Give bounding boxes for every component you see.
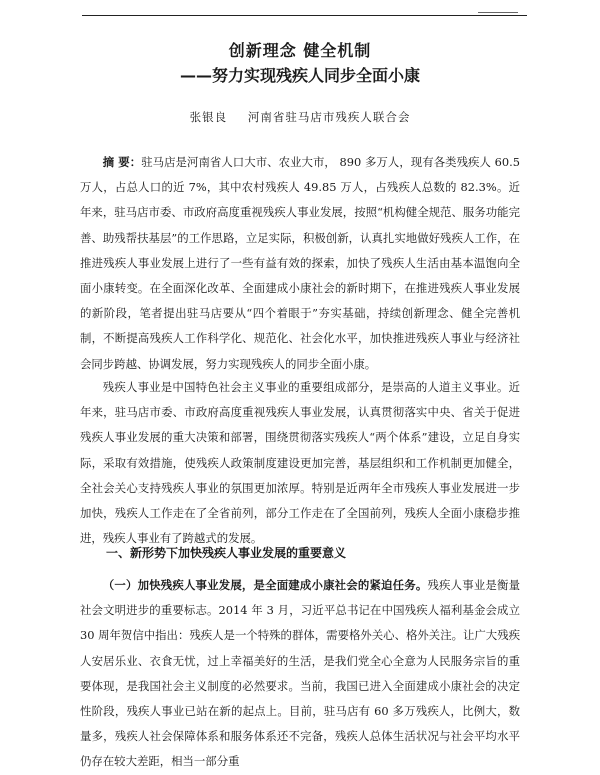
abstract-label: 摘 要： <box>102 155 142 169</box>
section-paragraph <box>80 573 520 775</box>
header-rule <box>82 15 527 16</box>
intro-paragraph: 残疾人事业是中国特色社会主义事业的重要组成部分，是崇高的人道主义事业。近年来，驻马店市委、市政府高度重视残疾人事业发展，认真贯彻落实中央、省关于促进残疾人事业发展的重大决策和部署，围绕贯彻落实残疾人“两个体系”建设，立足自身实际，采取有效措施，使残疾人政策制度建设更加完善，基层组织和工作机制更加健全，全社会关心支持残疾人事业的氛围更加浓厚。特别是近两年全市残疾人事业发展进一步加快，残疾人工作走在了全省前列，部分工作走在了全国前列，残疾人全面小康稳步推进，残疾人事业有了跨越式的发展。 <box>80 380 520 546</box>
title-subtitle: ——努力实现残疾人同步全面小康 <box>179 66 420 85</box>
subsection-label: （一）加快残疾人事业发展，是全面建成小康社会的紧迫任务。 <box>102 578 428 592</box>
abstract-text: 驻马店是河南省人口大市、农业大市， 890 多万人，现有各类残疾人 60.5 万人，占总人口的近 7%，其中农村残疾人 49.85 万人，占残疾人总数的 82.3%。近年来，驻马店市委、市政府高度重视残疾人事业发展，按照“机构健全规范、服务功能完善、助残帮扶基层”的工作思路，立足实际，积极创新，认真扎实地做好残疾人工作，在推进残疾人事业发展上进行了一些有益有效的探索，加快了残疾人生活由基本温饱向全面小康转变。在全面深化改革、全面建成小康社会的新时期下，在推进残疾人事业发展的新阶段，笔者提出驻马店要从“四个着眼于”夯实基础，持续创新理念、健全完善机制，不断提高残疾人工作科学化、规范化、社会化水平，加快推进残疾人事业与经济社会同步跨越、协调发展，努力实现残疾人的同步全面小康。 <box>80 155 521 371</box>
author-line <box>0 109 600 125</box>
author-name: 张银良 <box>189 110 228 124</box>
section-heading: 一、新形势下加快残疾人事业发展的重要意义 <box>106 546 347 560</box>
header-rule-mark <box>478 12 518 13</box>
author-affiliation: 河南省驻马店市残疾人联合会 <box>247 110 411 124</box>
abstract-paragraph <box>80 150 520 377</box>
section-text: 残疾人事业是衡量社会文明进步的重要标志。2014 年 3 月，习近平总书记在中国残疾人福利基金会成立 30 周年贺信中指出：残疾人是一个特殊的群体，需要格外关心、格外关注。让广大残疾人安居乐业、衣食无忧，过上幸福美好的生活，是我们党全心全意为人民服务宗旨的重要体现，是我国社会主义制度的必然要求。当前，我国已进入全面建成小康社会的决定性阶段，残疾人事业已站在新的起点上。目前，驻马店有 60 多万残疾人，比例大，数量多，残疾人社会保障体系和服务体系还不完备，残疾人总体生活状况与社会平均水平仍存在较大差距，相当一部分重 <box>80 578 520 769</box>
title-main: 创新理念 健全机制 <box>228 41 372 60</box>
